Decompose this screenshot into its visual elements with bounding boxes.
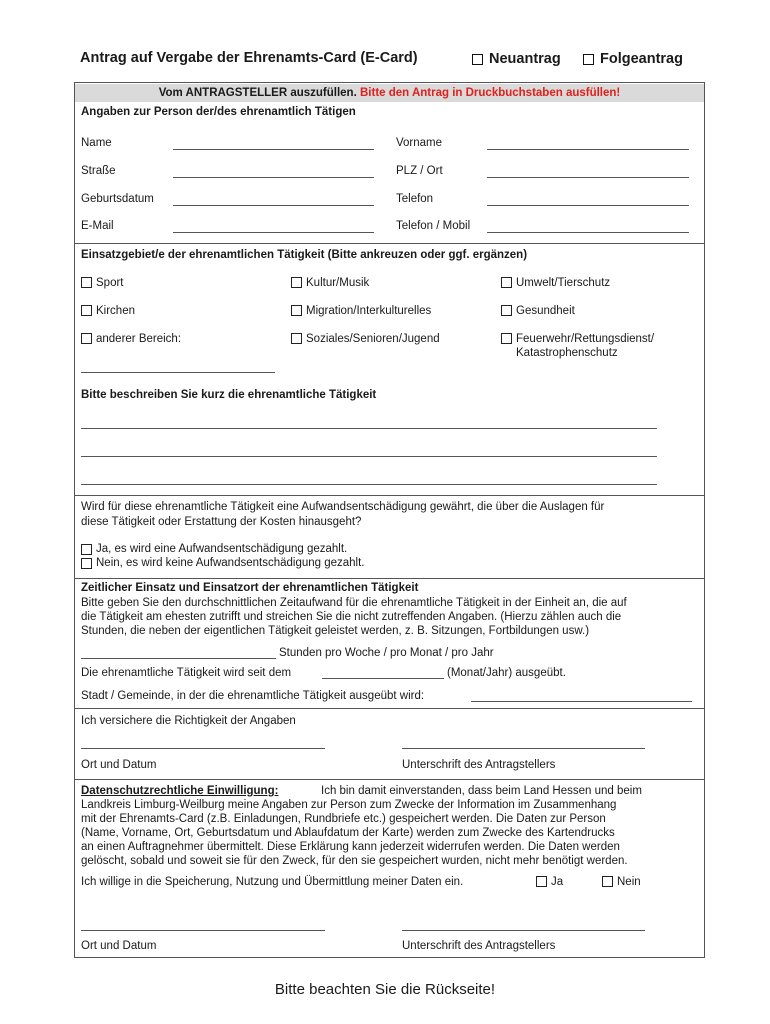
place-date-field[interactable] [81,748,325,749]
new-application-checkbox[interactable] [472,54,483,65]
mobile-label: Telefon / Mobil [396,220,471,232]
churches-label: Kirchen [96,305,135,317]
description-heading: Bitte beschreiben Sie kurz die ehrenamtliche Tätigkeit [81,389,377,401]
time-heading: Zeitlicher Einsatz und Einsatzort der ehrenamtlichen Tätigkeit [81,582,419,594]
description-line-3[interactable] [81,484,657,485]
assurance-text: Ich versichere die Richtigkeit der Angaben [81,715,296,727]
phone-field[interactable] [487,205,689,206]
consent-no-label: Nein [617,876,641,888]
vorname-label: Vorname [396,137,443,149]
street-label: Straße [81,165,116,177]
time-text-line3: Stunden, die neben der eigentlichen Tätigkeit geleistet werden, z. B. Sitzungen, Fortbildungen usw.) [81,625,590,637]
environment-label: Umwelt/Tierschutz [516,277,611,289]
hours-field[interactable] [81,658,276,659]
fire-rescue-checkbox[interactable] [501,333,512,344]
follow-application-label: Folgeantrag [600,51,683,67]
time-text-line1: Bitte geben Sie den durchschnittlichen Zeitaufwand für die ehrenamtliche Tätigkeit in der Einheit an, die auf [81,597,627,609]
compensation-yes-checkbox[interactable] [81,544,92,555]
migration-label: Migration/Interkulturelles [306,305,432,317]
fire-rescue-label-line1: Feuerwehr/Rettungsdienst/ [516,333,655,345]
privacy-signature-field[interactable] [402,930,645,931]
compensation-question-line1: Wird für diese ehrenamtliche Tätigkeit eine Aufwandsentschädigung gewährt, die über die Auslagen für [81,501,605,513]
mobile-field[interactable] [487,232,689,233]
consent-text: Ich willige in die Speicherung, Nutzung und Übermittlung meiner Daten ein. [81,876,464,888]
health-label: Gesundheit [516,305,575,317]
area-heading: Einsatzgebiet/e der ehrenamtlichen Tätigkeit (Bitte ankreuzen oder ggf. ergänzen) [81,249,528,261]
hours-unit-label: Stunden pro Woche / pro Monat / pro Jahr [279,647,494,659]
email-label: E-Mail [81,220,114,232]
new-application-option[interactable] [472,51,561,67]
name-label: Name [81,137,112,149]
signature-field[interactable] [402,748,645,749]
divider [74,578,705,579]
since-field[interactable] [322,678,444,679]
other-area-checkbox[interactable] [81,333,92,344]
fire-rescue-label-line2: Katastrophenschutz [516,347,618,359]
social-label: Soziales/Senioren/Jugend [306,333,440,345]
since-label-after: (Monat/Jahr) ausgeübt. [447,667,566,679]
culture-checkbox[interactable] [291,277,302,288]
banner-block-letters-text: Bitte den Antrag in Druckbuchstaben ausfüllen! [359,87,621,99]
birthdate-label: Geburtsdatum [81,193,154,205]
form-title: Antrag auf Vergabe der Ehrenamts-Card (E-Card) [80,50,418,66]
phone-label: Telefon [396,193,434,205]
person-heading: Angaben zur Person der/des ehrenamtlich Tätigen [81,106,356,118]
privacy-heading: Datenschutzrechtliche Einwilligung: [81,785,279,797]
privacy-text-line4: (Name, Vorname, Ort, Geburtsdatum und Ablaufdatum der Karte) werden zum Zwecke des Kartendrucks [81,827,615,839]
privacy-place-date-field[interactable] [81,930,325,931]
compensation-question-line2: diese Tätigkeit oder Erstattung der Kosten hinausgeht? [81,516,362,528]
instruction-banner [75,84,704,102]
consent-yes-label: Ja [551,876,564,888]
follow-application-checkbox[interactable] [583,54,594,65]
place-date-label: Ort und Datum [81,759,157,771]
new-application-label: Neuantrag [489,51,561,67]
social-checkbox[interactable] [291,333,302,344]
city-field[interactable] [471,701,692,702]
name-field[interactable] [173,149,374,150]
privacy-text-line2: Landkreis Limburg-Weilburg meine Angaben zur Person zum Zwecke der Information im Zusammenhang [81,799,617,811]
since-label-before: Die ehrenamtliche Tätigkeit wird seit dem [81,667,292,679]
privacy-text-line5: an einen Auftragnehmer übermittelt. Diese Erklärung kann jederzeit widerrufen werden. Die Daten werden [81,841,620,853]
consent-yes-checkbox[interactable] [536,876,547,887]
birthdate-field[interactable] [173,205,374,206]
signature-label: Unterschrift des Antragstellers [402,759,556,771]
churches-checkbox[interactable] [81,305,92,316]
privacy-text-line3: mit der Ehrenamts-Card (z.B. Einladungen, Rundbriefe etc.) gespeichert werden. Die Daten zur Person [81,813,606,825]
vorname-field[interactable] [487,149,689,150]
street-field[interactable] [173,177,374,178]
divider [74,779,705,780]
description-line-1[interactable] [81,428,657,429]
compensation-no-checkbox[interactable] [81,558,92,569]
health-checkbox[interactable] [501,305,512,316]
follow-application-option[interactable] [583,51,683,67]
privacy-text-line1: Ich bin damit einverstanden, dass beim Land Hessen und beim [321,785,642,797]
divider [74,243,705,244]
banner-applicant-text: Vom ANTRAGSTELLER auszufüllen. [158,87,357,99]
sport-label: Sport [96,277,124,289]
compensation-yes-label: Ja, es wird eine Aufwandsentschädigung gezahlt. [96,543,348,555]
privacy-signature-label: Unterschrift des Antragstellers [402,940,556,952]
migration-checkbox[interactable] [291,305,302,316]
privacy-place-date-label: Ort und Datum [81,940,157,952]
other-area-label: anderer Bereich: [96,333,182,345]
other-area-field[interactable] [81,372,275,373]
email-field[interactable] [173,232,374,233]
reverse-side-note: Bitte beachten Sie die Rückseite! [274,981,496,998]
divider [74,708,705,709]
divider [74,495,705,496]
zip-city-field[interactable] [487,177,689,178]
time-text-line2: die Tätigkeit am ehesten zutrifft und streichen Sie die nicht zutreffenden Angaben. (Hierzu zählen auch die [81,611,622,623]
consent-no-checkbox[interactable] [602,876,613,887]
environment-checkbox[interactable] [501,277,512,288]
privacy-text-line6: gelöscht, sobald und soweit sie für den Zweck, für den sie gespeichert wurden, nicht mehr benötigt werden. [81,855,628,867]
city-label: Stadt / Gemeinde, in der die ehrenamtliche Tätigkeit ausgeübt wird: [81,690,425,702]
sport-checkbox[interactable] [81,277,92,288]
culture-label: Kultur/Musik [306,277,370,289]
description-line-2[interactable] [81,456,657,457]
zip-city-label: PLZ / Ort [396,165,443,177]
compensation-no-label: Nein, es wird keine Aufwandsentschädigung gezahlt. [96,557,365,569]
